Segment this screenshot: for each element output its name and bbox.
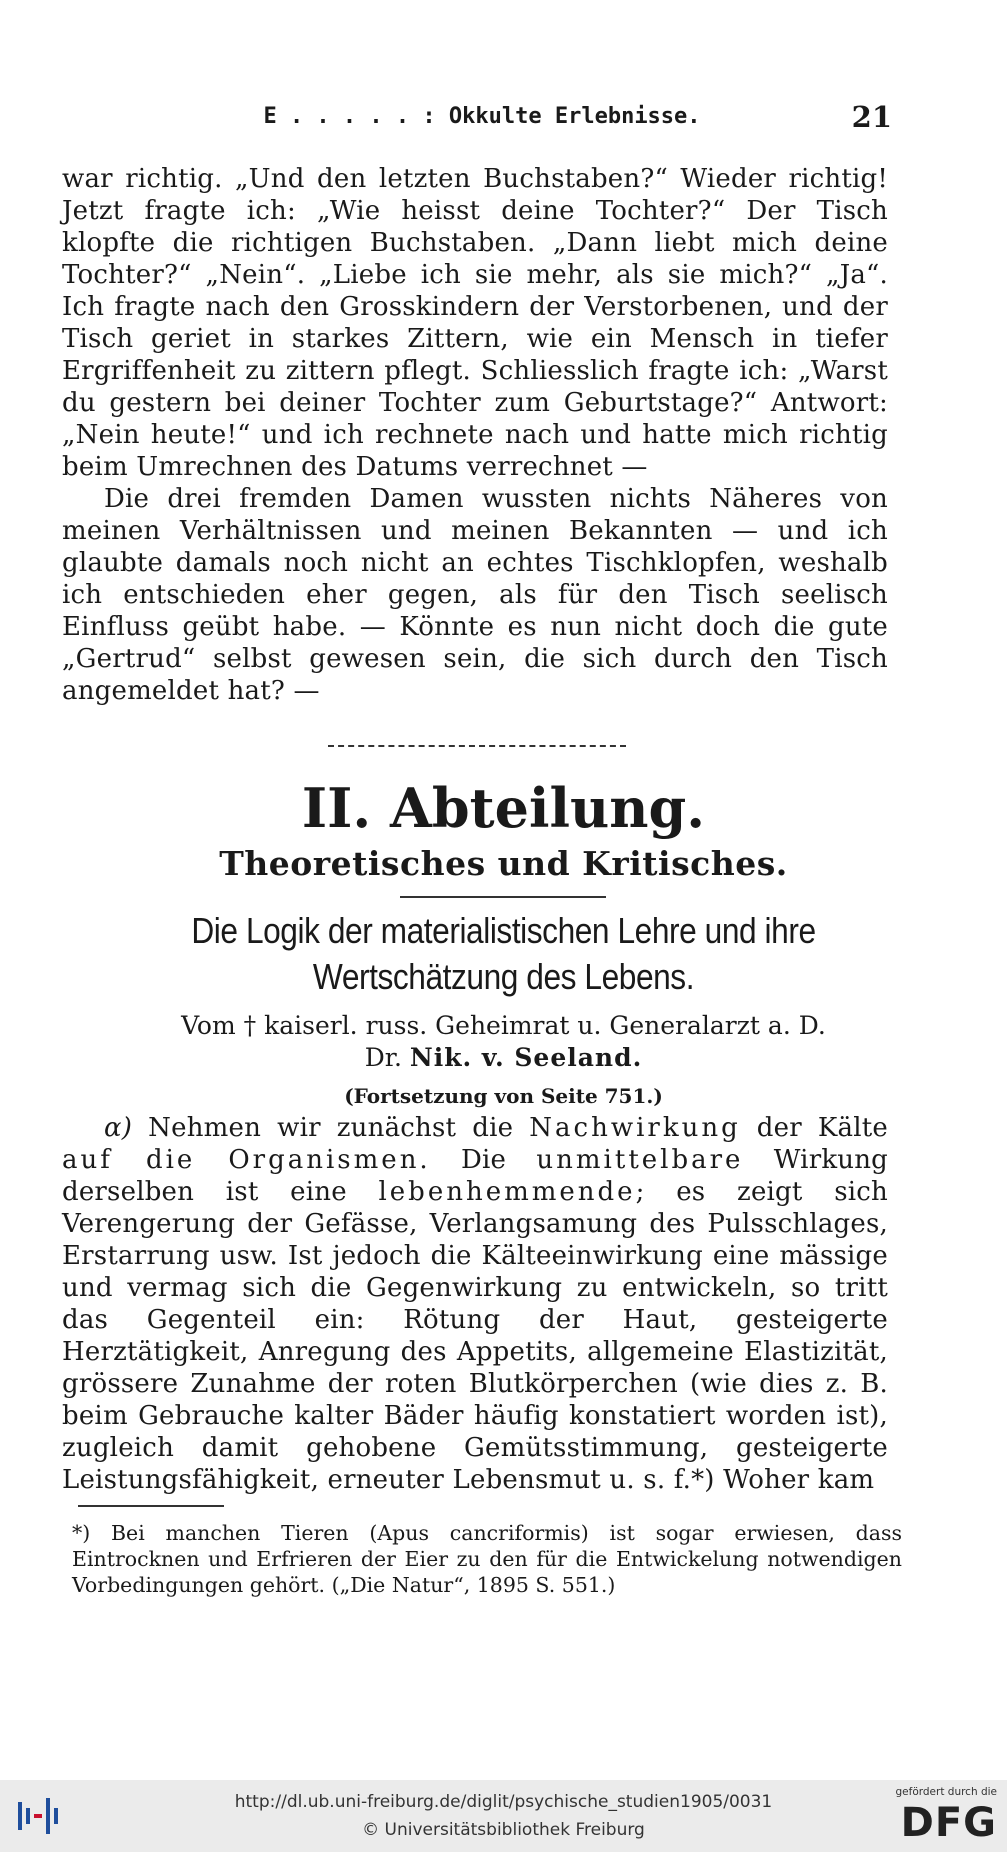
- text-run: ; es zeigt sich Verengerung der Gefässe, Verlangsamung des Pulsschlages, Erstarrung usw. Ist jedoch die Kälteeinwirkung eine mässige und vermag sich die Gegenwirkung zu entwickeln, so tritt das Gegenteil ein: Rötung der Haut, gesteigerte Herztätigkeit, Anregung des Appetits, allgemeine Elastizität, grössere Zunahme der roten Blutkörperchen (wie dies z. B. beim Gebrauche kalter Bäder häufig konstatiert worden ist), zugleich damit gehobene Gemütsstimmung, gesteigerte Leistungsfähigkeit, erneuter Lebensmut u. s. f.*) Woher kam: [62, 1177, 888, 1495]
- paragraph: war richtig. „Und den letzten Buchstaben?“ Wieder richtig! Jetzt fragte ich: „Wie heisst deine Tochter?“ Der Tisch klopfte die richtigen Buchstaben. „Dann liebt mich deine Tochter?“ „Nein“. „Liebe ich sie mehr, als sie mich?“ „Ja“. Ich fragte nach den Grosskindern der Verstorbenen, und der Tisch geriet in starkes Zittern, wie ein Mensch in tiefer Ergriffenheit zu zittern pflegt. Schliesslich fragte ich: „Warst du gestern bei deiner Tochter zum Geburtstage?“ Antwort: „Nein heute!“ und ich rechnete nach und hatte mich richtig beim Umrechnen des Datums verrechnet —: [62, 164, 888, 482]
- sponsor-text: gefördert durch die: [895, 1786, 997, 1798]
- paragraph-label: α): [104, 1113, 133, 1143]
- paragraph: [62, 1112, 888, 1496]
- section-divider: [328, 745, 626, 747]
- emphasis: auf die Organismen.: [62, 1145, 431, 1175]
- running-head: [72, 100, 892, 136]
- footnote-rule: [78, 1505, 224, 1507]
- continuation-note: (Fortsetzung von Seite 751.): [344, 1084, 663, 1108]
- article-title-line: Wertschätzung des Lebens.: [312, 956, 695, 997]
- paragraph: Die drei fremden Damen wussten nichts Näheres von meinen Verhältnissen und meinen Bekannten — und ich glaubte damals noch nicht an echtes Tischklopfen, weshalb ich entschieden eher gegen, als für den Tisch seelisch Einfluss geübt habe. — Könnte es nun nicht doch die gute „Gertrud“ selbst gewesen sein, die sich durch den Tisch angemeldet hat? —: [62, 484, 888, 706]
- footnote-text: *) Bei manchen Tieren (Apus cancriformis) ist sogar erwiesen, dass Eintrocknen und Erfrieren der Eier zu den für die Entwickelung notwendigen Vorbedingungen gehört. („Die Natur“, 1895 S. 551.): [72, 1521, 902, 1597]
- emphasis: unmittelbare: [536, 1145, 744, 1175]
- heading-rule: [400, 896, 606, 898]
- article-body: [62, 1112, 888, 1496]
- article-title-line: Die Logik der materialistischen Lehre und ihre: [191, 910, 816, 951]
- viewer-footer: [0, 1780, 1007, 1852]
- text-run: der Kälte: [740, 1113, 888, 1143]
- lead-text: [62, 163, 888, 707]
- emphasis: Nachwirkung: [529, 1113, 741, 1143]
- dfg-logo[interactable]: DFG: [900, 1800, 997, 1846]
- running-title: E . . . . . : Okkulte Erlebnisse.: [263, 104, 701, 129]
- section-subheading: Theoretisches und Kritisches.: [219, 844, 788, 883]
- byline: Vom † kaiserl. russ. Geheimrat u. Generalarzt a. D.: [181, 1011, 826, 1040]
- article-title: [60, 908, 946, 1000]
- author: [0, 1042, 1007, 1074]
- page-number: 21: [851, 100, 892, 134]
- emphasis: lebenhemmende: [378, 1177, 636, 1207]
- copyright-notice: © Universitätsbibliothek Freiburg: [362, 1820, 645, 1840]
- dfg-sponsor-block: [887, 1786, 997, 1848]
- author-prefix: Dr.: [364, 1043, 402, 1072]
- text-run: Die: [430, 1145, 537, 1175]
- page-url-link[interactable]: http://dl.ub.uni-freiburg.de/diglit/psychische_studien1905/0031: [234, 1792, 773, 1812]
- text-run: Wirkung derselben ist eine: [62, 1145, 889, 1207]
- section-heading: II. Abteilung.: [301, 776, 706, 840]
- author-name: Nik. v. Seeland.: [409, 1043, 643, 1072]
- text-run: Nehmen wir zunächst die: [132, 1113, 530, 1143]
- footnote: [72, 1520, 902, 1598]
